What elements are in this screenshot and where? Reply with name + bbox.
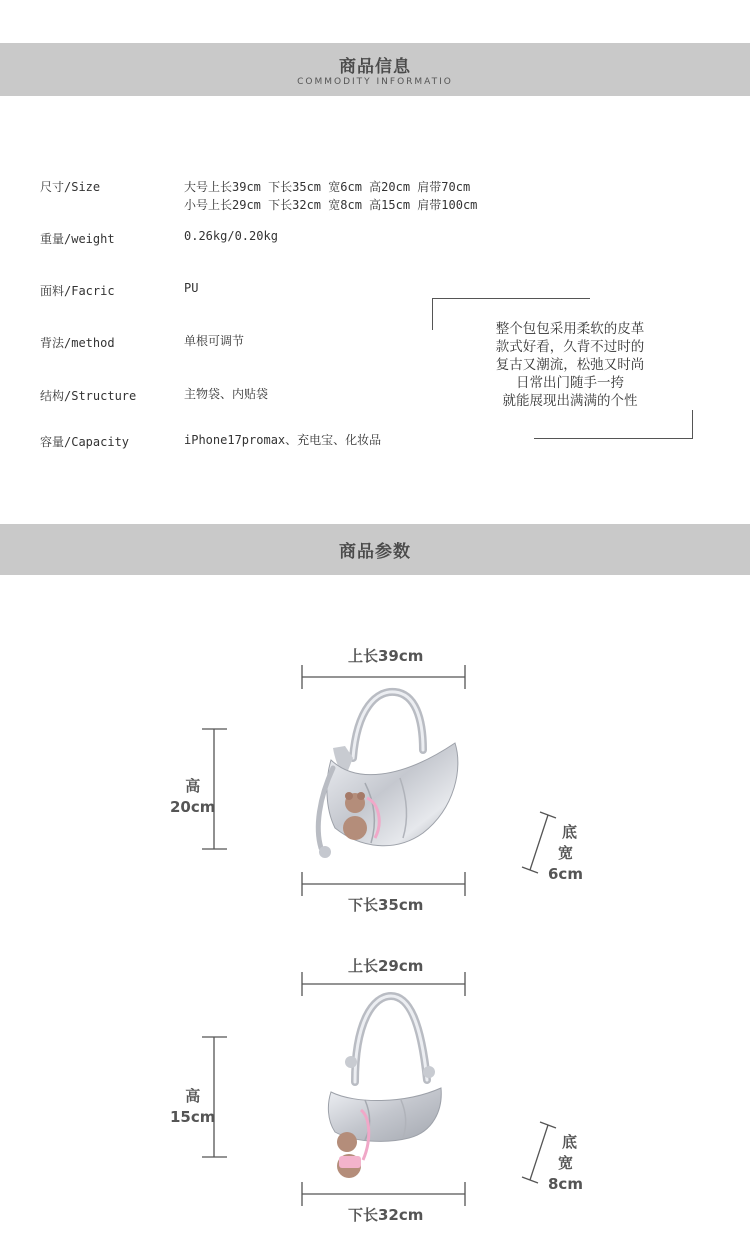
large-width-value: 6cm xyxy=(548,865,583,883)
fabric-value: PU xyxy=(184,281,199,295)
large-top-length: 上长39cm xyxy=(348,647,424,665)
structure-label: 结构/Structure xyxy=(40,389,137,403)
capacity-label: 容量/Capacity xyxy=(40,435,130,449)
small-bag-image xyxy=(325,992,445,1182)
method-value: 单根可调节 xyxy=(184,334,245,348)
capacity-value: iPhone17promax、充电宝、化妆品 xyxy=(184,433,382,447)
small-bottom-length: 下长32cm xyxy=(348,1206,424,1224)
quote-line: 日常出门随手一挎 xyxy=(516,375,624,391)
fabric-label: 面料/Facric xyxy=(40,284,115,298)
weight-value: 0.26kg/0.20kg xyxy=(184,229,278,243)
method-label: 背法/method xyxy=(40,336,115,350)
structure-value: 主物袋、内贴袋 xyxy=(184,387,269,401)
size-small: 小号上长29cm 下长32cm 宽8cm 高15cm 肩带100cm xyxy=(184,198,478,212)
large-height-char: 高 xyxy=(185,777,201,795)
small-width-char: 底 xyxy=(562,1133,578,1151)
quote-line: 复古又潮流，松弛又时尚 xyxy=(495,357,645,373)
weight-label: 重量/weight xyxy=(40,232,115,246)
size-large: 大号上长39cm 下长35cm 宽6cm 高20cm 肩带70cm xyxy=(184,180,471,194)
small-width xyxy=(548,1132,583,1195)
small-height xyxy=(170,1086,215,1128)
large-bottom-length: 下长35cm xyxy=(348,896,424,914)
section-title: 商品信息 xyxy=(339,57,411,77)
small-width-value: 8cm xyxy=(548,1175,583,1193)
quote-line: 就能展现出满满的个性 xyxy=(502,393,638,409)
small-width-char: 宽 xyxy=(558,1154,574,1172)
section-subtitle: COMMODITY INFORMATIO xyxy=(297,77,453,87)
small-height-char: 高 xyxy=(185,1087,201,1105)
large-width-char: 宽 xyxy=(558,844,574,862)
section-title: 商品参数 xyxy=(339,542,411,562)
large-height-value: 20cm xyxy=(170,798,216,816)
quote-line: 整个包包采用柔软的皮革 xyxy=(495,321,645,337)
size-label: 尺寸/Size xyxy=(40,180,101,194)
small-height-value: 15cm xyxy=(170,1108,216,1126)
large-width-char: 底 xyxy=(562,823,578,841)
small-top-length: 上长29cm xyxy=(348,957,424,975)
quote-line: 款式好看，久背不过时的 xyxy=(495,339,645,355)
